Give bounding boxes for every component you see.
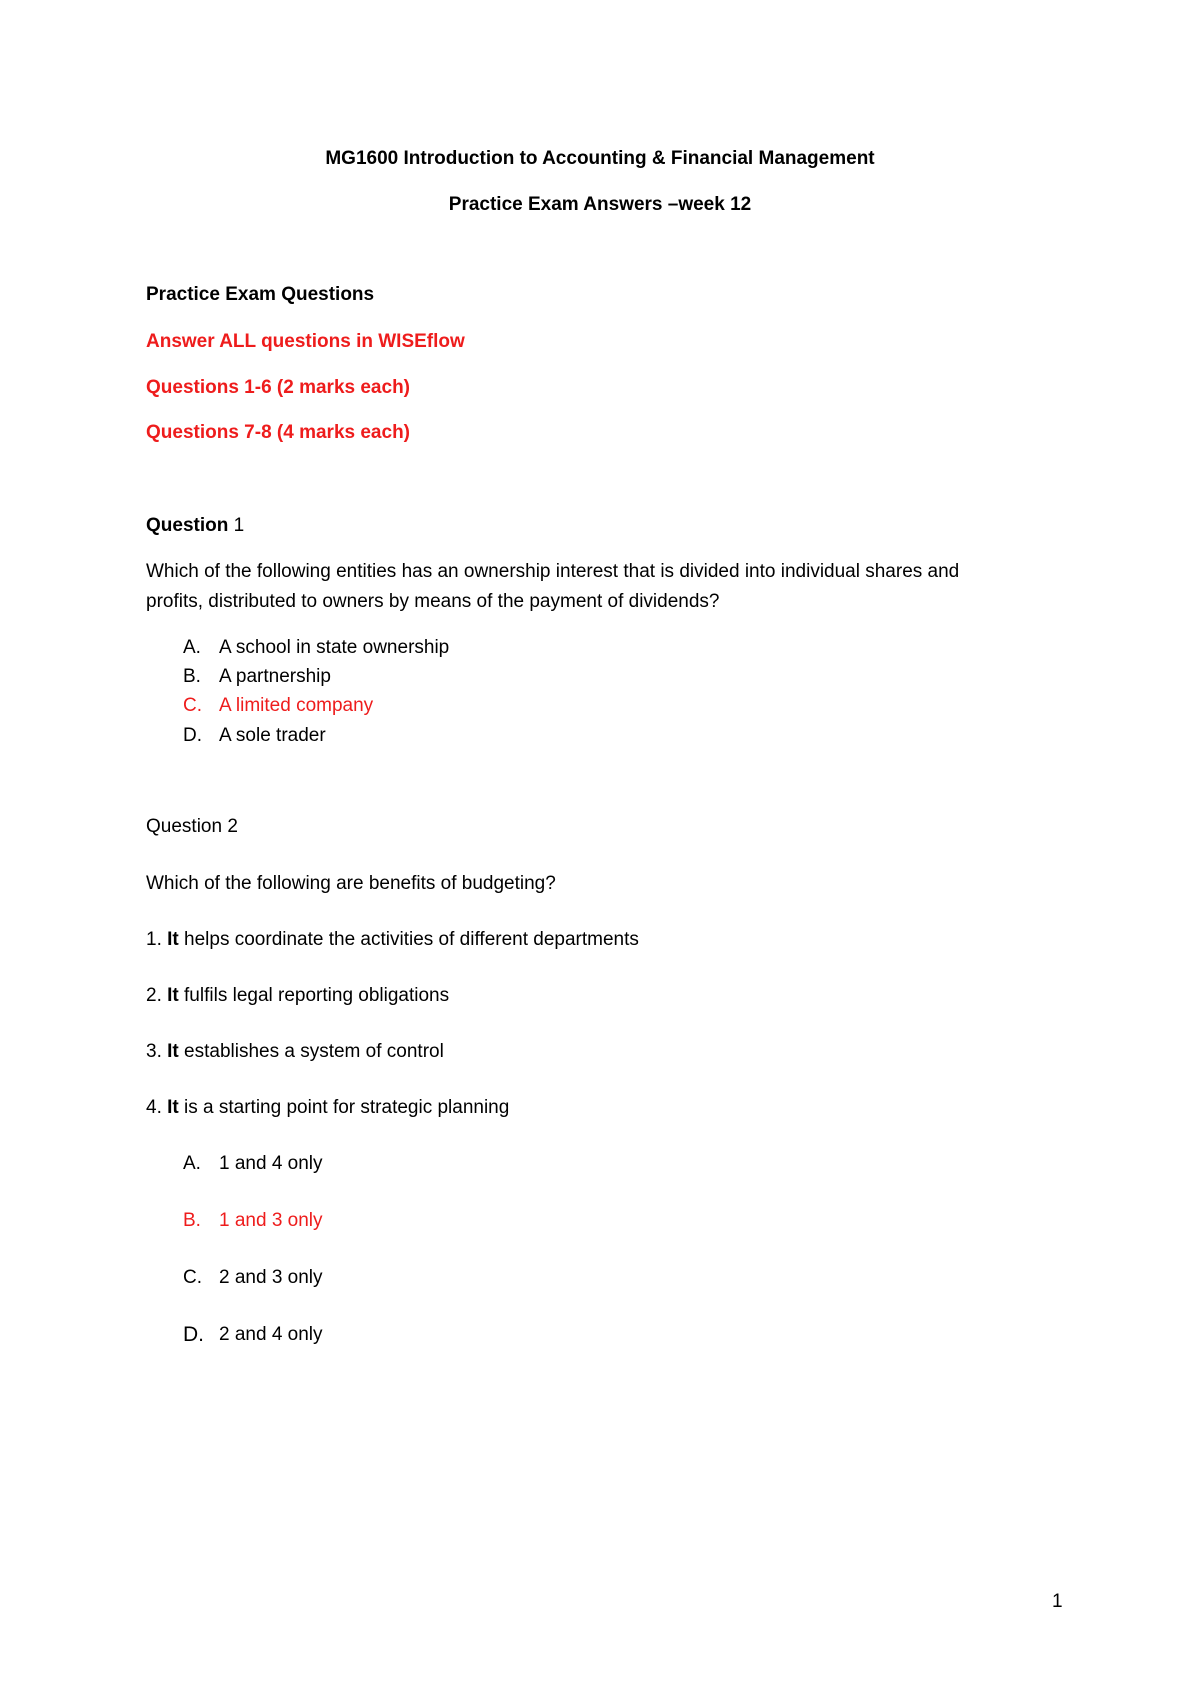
statement-1 [146,929,639,951]
statement-4 [146,1097,509,1119]
statement-number: 1. [146,929,162,950]
question-2-text: Which of the following are benefits of budgeting? [146,873,556,894]
option-text: 2 and 3 only [219,1267,323,1288]
option-letter: C. [183,1267,202,1288]
statement-text: helps coordinate the activities of different departments [178,929,639,950]
statement-number: 3. [146,1041,162,1062]
question-1-label-word: Question [146,515,229,536]
option-text: 1 and 4 only [219,1153,323,1174]
course-title: MG1600 Introduction to Accounting & Financial Management [325,148,875,169]
statement-text: fulfils legal reporting obligations [178,985,450,1006]
statement-bold: It [161,1097,179,1118]
option-text: A sole trader [219,725,326,746]
statement-bold: It [161,1041,179,1062]
option-letter: B. [183,666,201,687]
statement-bold: It [161,985,179,1006]
instruction-marks-7-8: Questions 7-8 (4 marks each) [146,422,410,443]
option-text: A limited company [219,695,374,716]
statement-number: 2. [146,985,162,1006]
question-1-text-line-2: profits, distributed to owners by means of the payment of dividends? [146,591,720,612]
option-text: A partnership [219,666,331,687]
option-letter: D. [183,1323,204,1346]
option-text: 2 and 4 only [219,1324,323,1345]
page-number: 1 [1052,1591,1063,1612]
instruction-answer-all: Answer ALL questions in WISEflow [146,331,465,352]
option-letter: A. [183,1153,201,1174]
statement-text: establishes a system of control [178,1041,444,1062]
option-letter: C. [183,695,202,716]
statement-3 [146,1041,444,1063]
question-1-text-line-1: Which of the following entities has an ownership interest that is divided into individual shares and [146,561,960,582]
question-2-label: Question 2 [146,816,238,837]
option-letter: B. [183,1210,201,1231]
option-letter: D. [183,725,202,746]
statement-bold: It [161,929,179,950]
statement-number: 4. [146,1097,162,1118]
document-subtitle: Practice Exam Answers –week 12 [448,194,752,215]
question-1-label [146,515,244,537]
option-text: 1 and 3 only [219,1210,323,1231]
statement-text: is a starting point for strategic planning [178,1097,510,1118]
statement-2 [146,985,449,1007]
question-1-label-number: 1 [228,515,245,536]
section-heading: Practice Exam Questions [146,284,375,305]
option-text: A school in state ownership [219,637,450,658]
option-letter: A. [183,637,201,658]
instruction-marks-1-6: Questions 1-6 (2 marks each) [146,377,410,398]
